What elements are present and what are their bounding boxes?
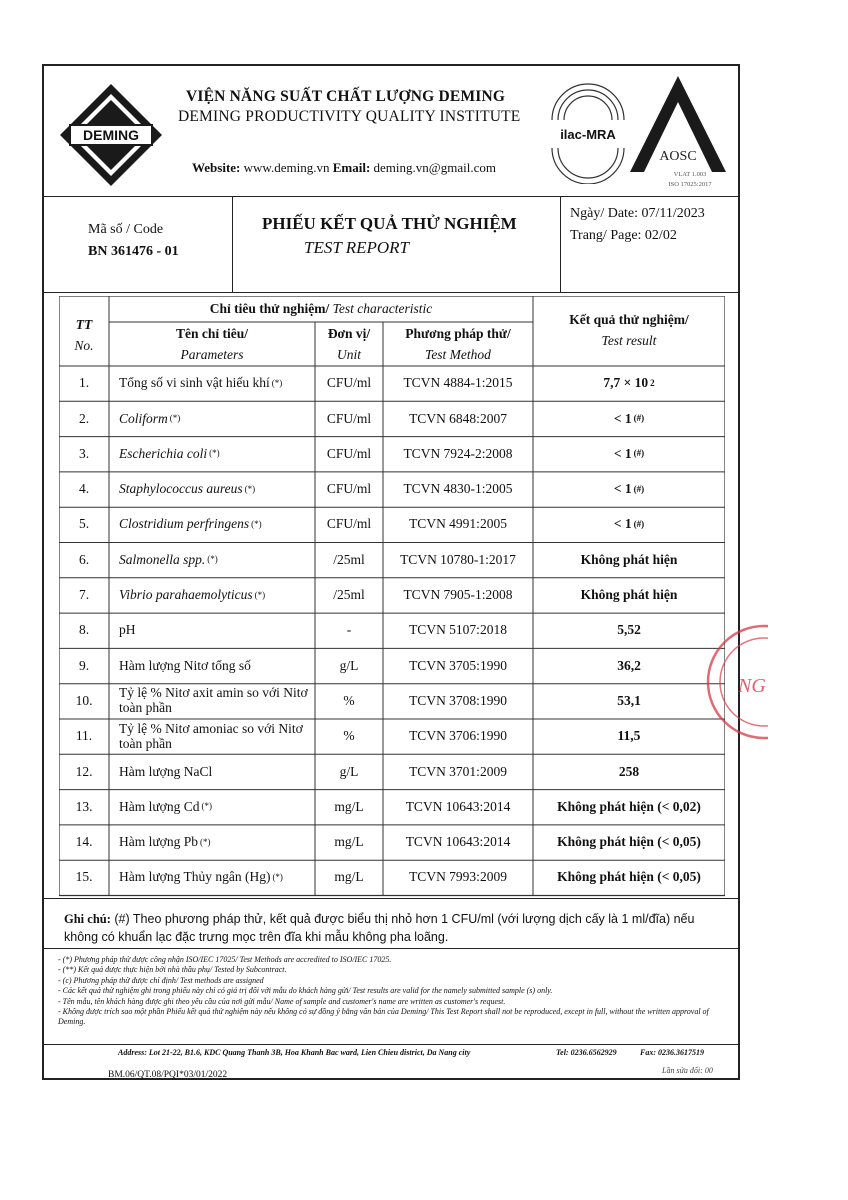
row-method: TCVN 10780-1:2017 xyxy=(400,551,516,567)
row-result-text: Không phát hiện xyxy=(580,551,678,567)
row-result xyxy=(533,472,725,507)
row-unit: CFU/ml xyxy=(326,481,372,497)
notes-text: (#) Theo phương pháp thử, kết quả được biểu thị nhỏ hơn 1 CFU/ml (với lượng dịch cấy là 1 ml/đĩa) nếu không có khuẩn lạc đặc trưng mọc trên đĩa khi mẫu không pha loãng. xyxy=(64,912,695,944)
footer-tel: Tel: 0236.6562929 xyxy=(556,1048,617,1057)
code-label: Mã số / Code xyxy=(88,222,164,237)
report-page: Trang/ Page: 02/02 xyxy=(570,228,677,243)
row-method: TCVN 6848:2007 xyxy=(409,410,507,426)
row-result-sup: (#) xyxy=(633,448,645,459)
row-result-text: Không phát hiện (< 0,05) xyxy=(557,869,701,885)
row-unit: - xyxy=(346,622,352,638)
row-parameter xyxy=(109,366,315,401)
row-method: TCVN 4991:2005 xyxy=(409,516,507,532)
code-value: BN 361476 - 01 xyxy=(88,244,179,259)
legal-line: - Các kết quả thử nghiệm ghi trong phiếu này chỉ có giá trị đối với mẫu do khách hàng gửi/ Test results are valid for the namely submitted sample (s) only. xyxy=(58,986,553,996)
row-no: 11. xyxy=(75,728,93,744)
row-parameter-mark: (*) xyxy=(244,483,256,494)
legal-line: - (*) Phương pháp thử được công nhận ISO/IEC 17025/ Test Methods are accredited to ISO/IEC 17025. xyxy=(58,955,392,964)
row-parameter-text: Staphylococcus aureus xyxy=(119,481,243,497)
row-result xyxy=(533,719,725,754)
row-method: TCVN 5107:2018 xyxy=(409,622,507,638)
row-parameter-text: Hàm lượng Cd xyxy=(119,798,200,814)
row-parameter-text: Hàm lượng Pb xyxy=(119,834,198,850)
row-no: 12. xyxy=(75,763,93,779)
row-method: TCVN 3706:1990 xyxy=(409,728,507,744)
row-method: TCVN 7993:2009 xyxy=(409,869,507,885)
row-result-text: 5,52 xyxy=(617,622,641,638)
row-result xyxy=(533,578,725,613)
title-divider-left xyxy=(232,196,233,292)
row-result-sup: (#) xyxy=(633,413,645,423)
row-result xyxy=(533,754,725,789)
contact-line xyxy=(192,160,496,176)
row-parameter-mark: (*) xyxy=(272,871,283,882)
row-result-text: 258 xyxy=(618,763,640,779)
deming-logo-text: DEMING xyxy=(83,127,139,143)
deming-logo xyxy=(56,80,166,190)
row-result xyxy=(533,790,725,825)
title-divider-right xyxy=(560,196,561,292)
row-parameter xyxy=(109,648,315,683)
row-unit: CFU/ml xyxy=(326,516,372,532)
row-result-text: Không phát hiện (< 0,02) xyxy=(557,798,701,814)
notes xyxy=(64,910,724,946)
report-title-vn: PHIẾU KẾT QUẢ THỬ NGHIỆM xyxy=(262,214,517,233)
aosc-text: AOSC xyxy=(659,149,697,164)
row-unit: /25ml xyxy=(333,587,365,603)
row-parameter-text: Hàm lượng NaCl xyxy=(119,763,213,779)
row-no: 7. xyxy=(78,587,90,603)
legal-line: - (**) Kết quả được thực hiện bởi nhà thầu phụ/ Tested by Subcontract. xyxy=(58,965,287,975)
row-no: 9. xyxy=(78,657,90,673)
ilac-text: ilac-MRA xyxy=(560,127,616,142)
results-table xyxy=(59,296,725,896)
footer-address: Address: Lot 21-22, B1.6, KDC Quang Thanh 3B, Hoa Khanh Bac ward, Lien Chieu district, Da Nang city xyxy=(118,1048,471,1057)
ilac-mra-logo xyxy=(542,80,634,184)
header-group-en: Test characteristic xyxy=(332,300,433,316)
row-parameter-text: Hàm lượng Thủy ngân (Hg) xyxy=(119,869,271,885)
row-result xyxy=(533,366,725,401)
row-no: 15. xyxy=(75,869,93,885)
row-method: TCVN 4884-1:2015 xyxy=(403,375,513,391)
row-no: 13. xyxy=(75,798,93,814)
row-unit: CFU/ml xyxy=(326,410,372,426)
row-result xyxy=(533,437,725,472)
row-unit: % xyxy=(343,728,355,744)
footer-fax: Fax: 0236.3617519 xyxy=(640,1048,704,1057)
row-parameter xyxy=(109,507,315,542)
row-result-text: Không phát hiện xyxy=(580,587,678,603)
row-no: 2. xyxy=(78,410,90,426)
row-parameter xyxy=(109,437,315,472)
row-method: TCVN 3708:1990 xyxy=(409,692,507,708)
row-result xyxy=(533,825,725,860)
row-parameter-mark: (*) xyxy=(254,589,266,600)
report-date: Ngày/ Date: 07/11/2023 xyxy=(570,206,705,221)
institute-name-en: DEMING PRODUCTIVITY QUALITY INSTITUTE xyxy=(178,108,521,125)
row-parameter xyxy=(109,790,315,825)
row-result-text: < 1 xyxy=(613,481,632,497)
row-unit: g/L xyxy=(339,763,359,779)
row-parameter xyxy=(109,860,315,895)
notes-label: Ghi chú: xyxy=(64,912,111,926)
aosc-sub2: ISO 17025:2017 xyxy=(668,181,712,188)
row-result-text: < 1 xyxy=(613,410,632,426)
footer-divider xyxy=(44,1044,738,1045)
row-result-text: 11,5 xyxy=(617,728,641,744)
row-unit: CFU/ml xyxy=(326,445,372,461)
row-result xyxy=(533,543,725,578)
row-parameter xyxy=(109,719,315,754)
revision: Lần sửa đổi: 00 xyxy=(662,1066,713,1075)
header-result-en: Test result xyxy=(601,332,657,348)
email-label: Email: xyxy=(332,160,371,175)
row-result-sup: (#) xyxy=(633,518,645,529)
legal-line: - Tên mẫu, tên khách hàng được ghi theo yêu cầu của nơi gửi mẫu/ Name of sample and customer's name are written as customer's request. xyxy=(58,996,506,1006)
title-band-divider xyxy=(44,292,738,293)
legal-notes xyxy=(58,955,728,1028)
header-param-en: Parameters xyxy=(180,346,244,362)
row-method: TCVN 10643:2014 xyxy=(405,798,511,814)
row-parameter-mark: (*) xyxy=(251,518,262,529)
row-method: TCVN 3701:2009 xyxy=(409,763,507,779)
row-parameter-text: pH xyxy=(119,622,136,638)
row-parameter-text: Clostridium perfringens xyxy=(119,516,250,532)
row-parameter xyxy=(109,684,315,719)
row-no: 4. xyxy=(78,481,90,497)
row-result xyxy=(533,860,725,895)
red-stamp xyxy=(698,622,768,742)
row-method: TCVN 4830-1:2005 xyxy=(403,481,513,497)
row-unit: CFU/ml xyxy=(326,375,372,391)
row-result-text: Không phát hiện (< 0,05) xyxy=(557,834,701,850)
row-no: 10. xyxy=(75,692,93,708)
aosc-sub1: VLAT 1.003 xyxy=(673,171,707,178)
row-no: 14. xyxy=(75,834,93,850)
header-method-vn: Phương pháp thử/ xyxy=(405,325,511,341)
row-parameter-text: Vibrio parahaemolyticus xyxy=(119,587,253,603)
institute-name-vn: VIỆN NĂNG SUẤT CHẤT LƯỢNG DEMING xyxy=(186,88,506,105)
row-method: TCVN 3705:1990 xyxy=(409,657,507,673)
row-result-sup: 2 xyxy=(650,377,655,388)
row-parameter-text: Salmonella spp. xyxy=(119,551,206,567)
row-result-text: 36,2 xyxy=(617,657,641,673)
row-no: 5. xyxy=(78,516,90,532)
header-unit-en: Unit xyxy=(336,346,361,362)
aosc-logo xyxy=(626,72,730,190)
row-parameter-text: Tỷ lệ % Nitơ amoniac so với Nitơ toàn phần xyxy=(119,720,303,751)
row-parameter-text: Tỷ lệ % Nitơ axit amin so với Nitơ toàn phần xyxy=(119,685,308,716)
row-result xyxy=(533,684,725,719)
header-param-vn: Tên chỉ tiêu/ xyxy=(175,325,248,341)
row-parameter-text: Escherichia coli xyxy=(119,445,208,461)
row-result-text: < 1 xyxy=(613,445,632,461)
header-tt: TT xyxy=(75,316,93,332)
row-result-text: 7,7 × 10 xyxy=(603,375,649,391)
row-parameter-mark: (*) xyxy=(201,801,212,812)
row-no: 8. xyxy=(78,622,90,638)
legal-line: - Không được trích sao một phần Phiếu kết quả thử nghiệm này nếu không có sự đồng ý bằng văn bản của Deming/ This Test Report shall not be reproduced, except in full, without the written approval of Deming. xyxy=(58,1007,709,1027)
row-parameter-mark: (*) xyxy=(209,448,220,459)
header-result-vn: Kết quả thử nghiệm/ xyxy=(569,311,689,327)
row-parameter xyxy=(109,543,315,578)
row-parameter xyxy=(109,401,315,436)
row-parameter xyxy=(109,613,315,648)
header-method-en: Test Method xyxy=(425,346,491,362)
row-method: TCVN 7924-2:2008 xyxy=(403,445,513,461)
row-unit: mg/L xyxy=(334,834,364,850)
row-unit: % xyxy=(343,692,355,708)
header-group xyxy=(109,296,533,322)
row-parameter-text: Coliform xyxy=(119,410,168,426)
row-unit: g/L xyxy=(339,657,359,673)
website-link[interactable]: www.deming.vn xyxy=(243,160,330,175)
row-result xyxy=(533,613,725,648)
stamp-text: NG xyxy=(738,675,766,697)
row-unit: /25ml xyxy=(333,551,365,567)
row-parameter-text: Hàm lượng Nitơ tổng số xyxy=(119,657,251,673)
row-parameter-mark: (*) xyxy=(169,413,181,423)
row-result xyxy=(533,507,725,542)
notes-divider xyxy=(44,948,738,949)
row-parameter xyxy=(109,825,315,860)
row-parameter xyxy=(109,754,315,789)
header-divider xyxy=(44,196,738,197)
header-no: No. xyxy=(74,337,94,353)
row-no: 3. xyxy=(78,445,90,461)
row-parameter-text: Tổng số vi sinh vật hiếu khí xyxy=(119,375,270,391)
row-result xyxy=(533,648,725,683)
row-no: 6. xyxy=(78,551,90,567)
row-result-sup: (#) xyxy=(633,483,645,494)
row-parameter xyxy=(109,578,315,613)
row-method: TCVN 7905-1:2008 xyxy=(403,587,513,603)
row-parameter xyxy=(109,472,315,507)
row-result-text: < 1 xyxy=(613,516,632,532)
row-parameter-mark: (*) xyxy=(199,836,211,847)
form-code: BM.06/QT.08/PQI*03/01/2022 xyxy=(108,1070,228,1080)
email-link[interactable]: deming.vn@gmail.com xyxy=(373,160,496,175)
report-title-en: TEST REPORT xyxy=(304,238,410,257)
legal-line: - (c) Phương pháp thử được chỉ định/ Test methods are assigned xyxy=(58,975,264,985)
header-group-vn: Chỉ tiêu thử nghiệm/ xyxy=(209,300,330,316)
row-unit: mg/L xyxy=(334,869,364,885)
website-label: Website: xyxy=(192,160,241,175)
row-result xyxy=(533,401,725,436)
row-no: 1. xyxy=(78,375,90,391)
row-parameter-mark: (*) xyxy=(207,554,218,565)
row-unit: mg/L xyxy=(334,798,364,814)
row-parameter-mark: (*) xyxy=(271,377,283,388)
row-result-text: 53,1 xyxy=(617,692,641,708)
table-bottom-divider xyxy=(44,898,738,899)
row-method: TCVN 10643:2014 xyxy=(405,834,511,850)
header-unit-vn: Đơn vị/ xyxy=(327,325,371,341)
